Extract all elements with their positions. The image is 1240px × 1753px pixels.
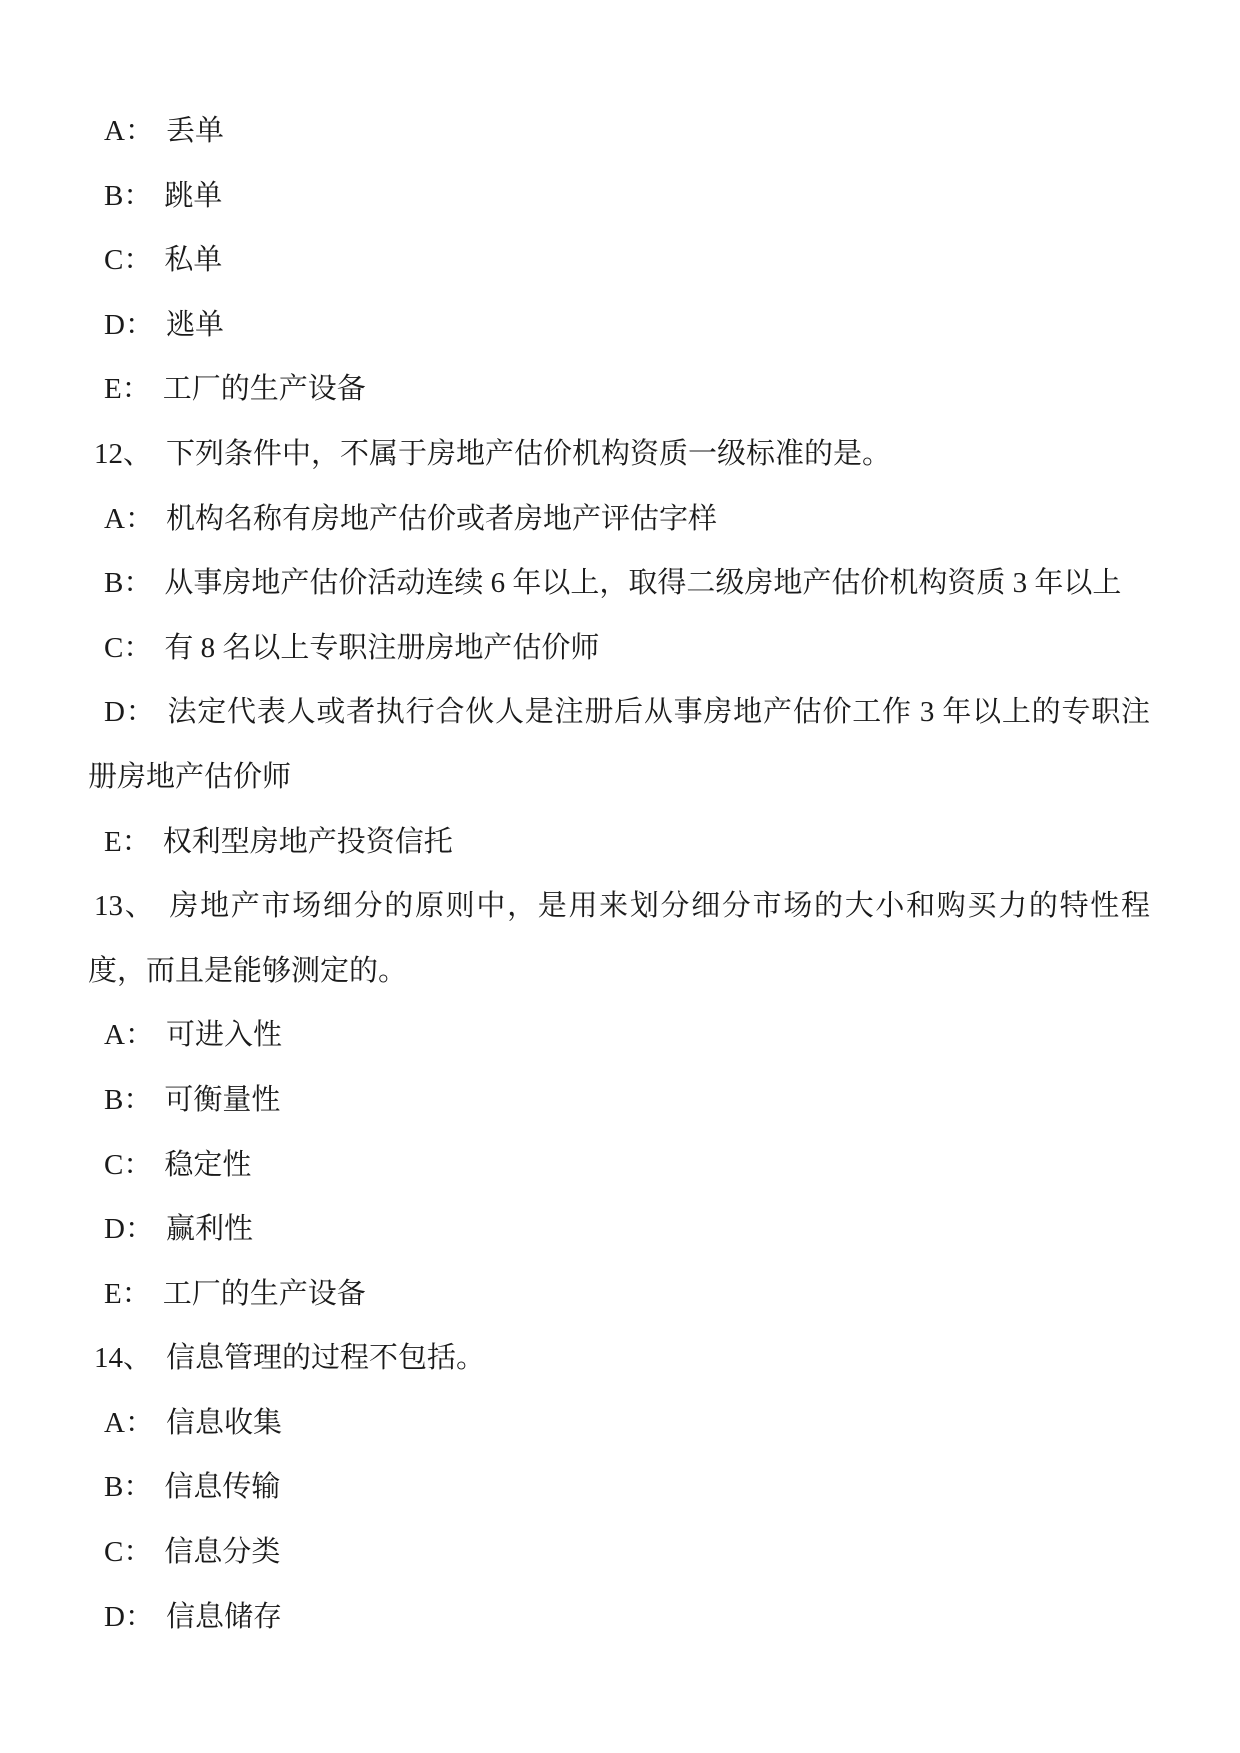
- question-stem: [88, 1326, 1150, 1391]
- option-text: 私单: [164, 244, 223, 277]
- question-stem: [88, 422, 1150, 487]
- option-line: [88, 810, 1150, 875]
- question-number: 12、: [94, 437, 153, 470]
- option-line: [88, 1197, 1150, 1262]
- option-line: [88, 680, 1150, 809]
- question-stem: [88, 874, 1150, 1003]
- option-line: [88, 616, 1150, 681]
- option-line: [88, 99, 1150, 164]
- option-text: 信息传输: [164, 1471, 281, 1504]
- option-line: [88, 1133, 1150, 1198]
- option-text: 丢单: [165, 115, 224, 147]
- question-number: 13、: [94, 890, 156, 923]
- question-text: 信息管理的过程不包括。: [166, 1342, 486, 1375]
- option-label: B：: [104, 179, 153, 212]
- option-label: E：: [104, 825, 151, 858]
- option-text: 逃单: [165, 308, 224, 341]
- option-label: D：: [104, 1600, 154, 1633]
- option-text: 可进入性: [165, 1019, 282, 1052]
- question-text: 房地产市场细分的原则中，是用来划分细分市场的大小和购买力的特性程度，而且是能够测定的。: [88, 890, 1150, 987]
- option-text: 权利型房地产投资信托: [162, 825, 453, 858]
- option-line: [88, 1391, 1150, 1456]
- question-number: 14、: [94, 1342, 153, 1375]
- option-line: [88, 1585, 1150, 1650]
- option-line: [88, 228, 1150, 293]
- option-text: 机构名称有房地产估价或者房地产评估字样: [165, 502, 717, 535]
- option-line: [88, 293, 1150, 358]
- option-line: [88, 164, 1150, 229]
- option-text: 工厂的生产设备: [162, 373, 366, 406]
- option-text: 赢利性: [165, 1213, 253, 1246]
- option-text: 信息收集: [165, 1406, 282, 1439]
- option-text: 有 8 名以上专职注册房地产估价师: [164, 631, 600, 664]
- option-line: [88, 1262, 1150, 1327]
- option-label: C：: [104, 1148, 153, 1181]
- option-text: 法定代表人或者执行合伙人是注册后从事房地产估价工作 3 年以上的专职注册房地产估价师: [88, 696, 1150, 793]
- option-text: 跳单: [164, 179, 223, 212]
- option-label: A：: [104, 115, 154, 147]
- option-label: E：: [104, 1277, 151, 1310]
- question-text: 下列条件中，不属于房地产估价机构资质一级标准的是。: [166, 437, 892, 470]
- option-label: C：: [104, 244, 153, 277]
- option-label: D：: [104, 1213, 154, 1246]
- option-label: D：: [104, 308, 154, 341]
- option-line: [88, 1068, 1150, 1133]
- option-label: D：: [104, 696, 156, 729]
- option-text: 可衡量性: [164, 1083, 281, 1116]
- option-label: C：: [104, 631, 153, 664]
- option-label: B：: [104, 1083, 153, 1116]
- option-line: [88, 1520, 1150, 1585]
- option-line: [88, 551, 1150, 616]
- option-label: C：: [104, 1536, 153, 1569]
- option-label: A：: [104, 1019, 154, 1052]
- option-text: 信息储存: [165, 1600, 282, 1633]
- option-text: 信息分类: [164, 1536, 281, 1569]
- option-text: 工厂的生产设备: [162, 1277, 366, 1310]
- option-line: [88, 487, 1150, 552]
- option-label: A：: [104, 502, 154, 535]
- option-line: [88, 1003, 1150, 1068]
- option-label: A：: [104, 1406, 154, 1439]
- option-label: B：: [104, 1471, 153, 1504]
- option-text: 从事房地产估价活动连续 6 年以上，取得二级房地产估价机构资质 3 年以上: [164, 567, 1122, 600]
- option-text: 稳定性: [164, 1148, 252, 1181]
- option-line: [88, 357, 1150, 422]
- option-line: [88, 1455, 1150, 1520]
- option-label: E：: [104, 373, 151, 406]
- option-label: B：: [104, 567, 153, 600]
